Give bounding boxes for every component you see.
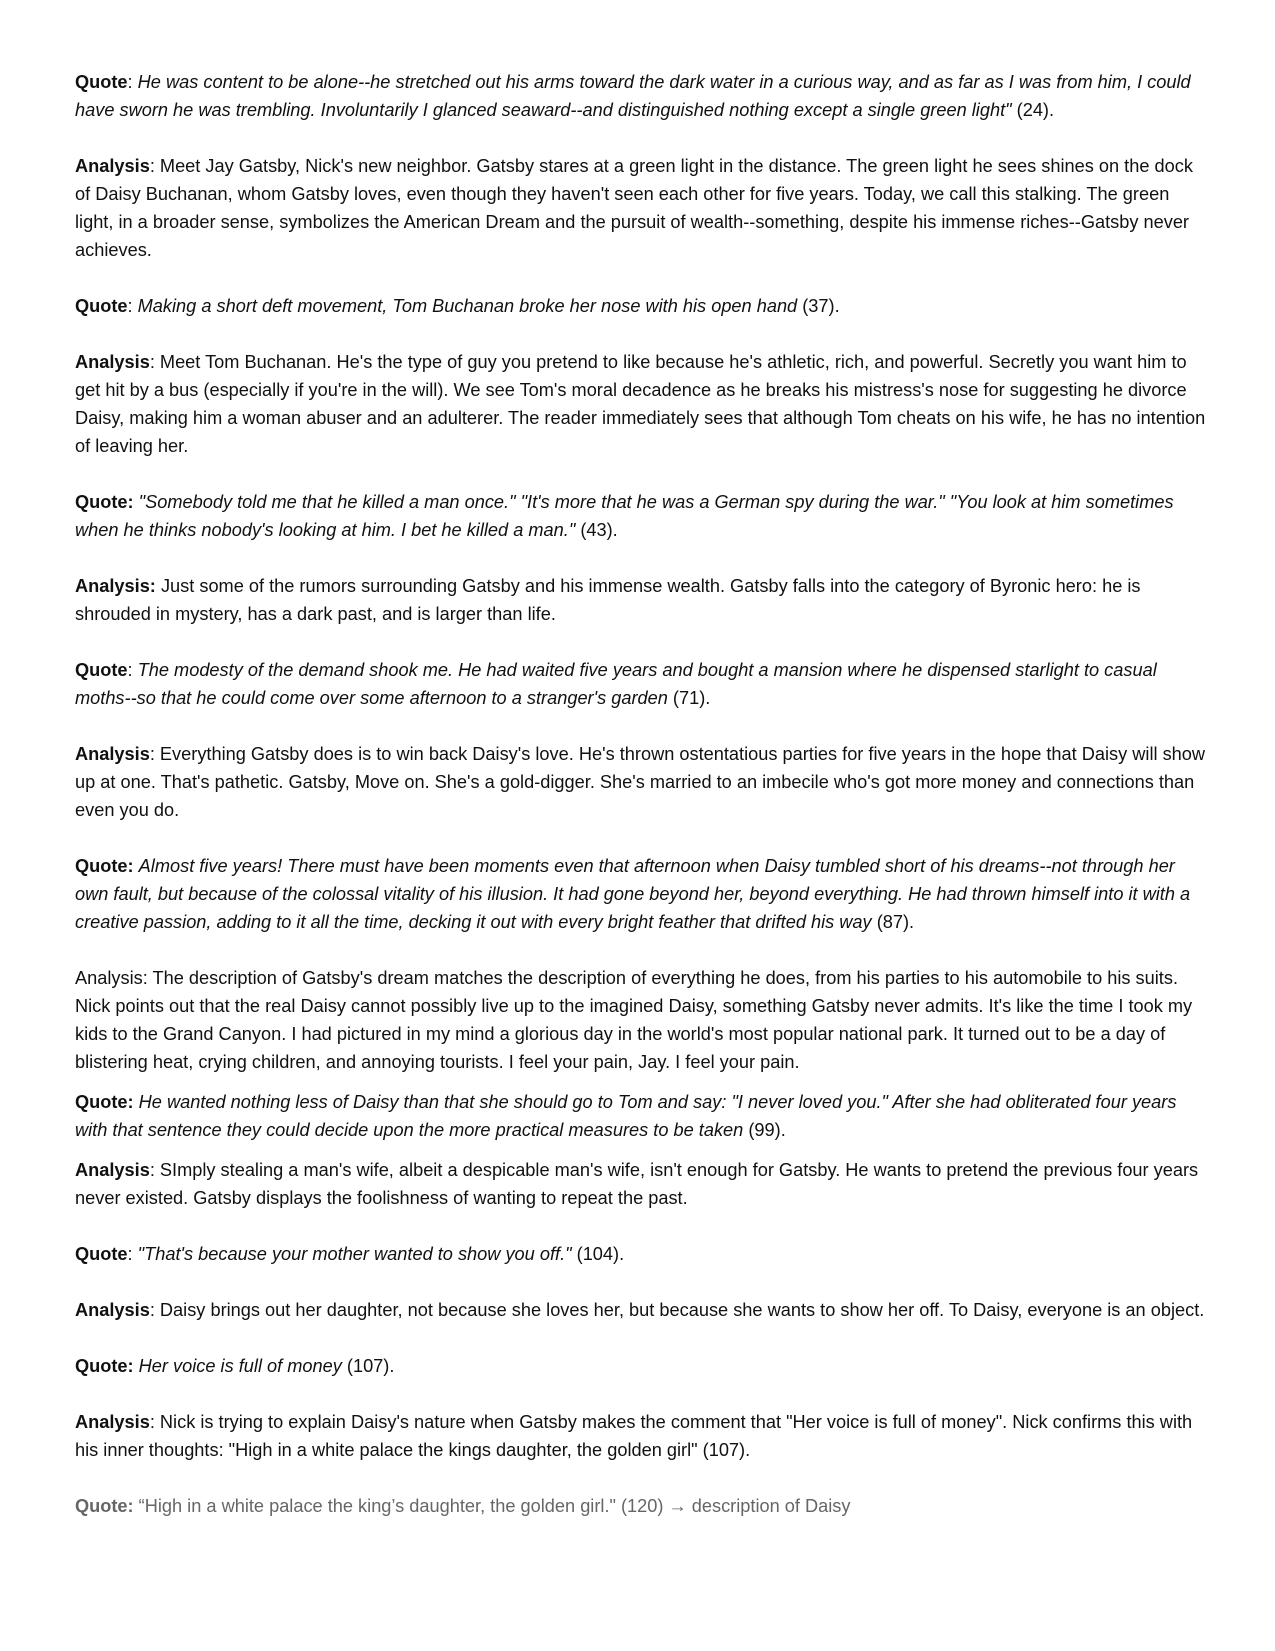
label-separator: : [127, 660, 138, 680]
quote-paragraph-4 [75, 656, 1210, 712]
label-separator: : [149, 156, 160, 176]
analysis-text: Nick is trying to explain Daisy's nature when Gatsby makes the comment that "Her voice is full of money". Nick confirms this with his inner thoughts: "High in a white palace the kings daughter, the golden girl" (107). [75, 1412, 1193, 1460]
label-separator: : [127, 1244, 138, 1264]
analysis-text: Analysis: The description of Gatsby's dream matches the description of everything he does, from his parties to his automobile to his suits. Nick points out that the real Daisy cannot possibly live up to the imagined Daisy, something Gatsby never admits. It's like the time I took my kids to the Grand Canyon. I had pictured in my mind a glorious day in the world's most popular national park. It turned out to be a day of blistering heat, crying children, and annoying tourists. I feel your pain, Jay. I feel your pain. [75, 968, 1193, 1072]
analysis-text: Daisy brings out her daughter, not because she loves her, but because she wants to show her off. To Daisy, everyone is an object. [159, 1300, 1205, 1320]
label-separator: : [149, 1160, 160, 1180]
analysis-text: Meet Tom Buchanan. He's the type of guy you pretend to like because he's athletic, rich, and powerful. Secretly you want him to get hit by a bus (especially if you're in the will). We see Tom's moral decadence as he breaks his mistress's nose for suggesting he divorce Daisy, making him a woman abuser and an adulterer. The reader immediately sees that although Tom cheats on his wife, he has no intention of leaving her. [75, 352, 1206, 456]
page-citation: (24). [1011, 100, 1055, 120]
analysis-label: Analysis [75, 352, 150, 372]
quote-text: He was content to be alone--he stretched out his arms toward the dark water in a curious way, and as far as I was from him, I could have sworn he was trembling. Involuntarily I glanced seaward--and distinguished nothing except a single green light" [75, 72, 1191, 120]
quote-label: Quote [75, 296, 128, 316]
analysis-paragraph-6 [75, 1156, 1210, 1212]
quote-label: Quote [75, 660, 128, 680]
label-separator: : [149, 352, 160, 372]
analysis-paragraph-3 [75, 572, 1210, 628]
analysis-text: Everything Gatsby does is to win back Daisy's love. He's thrown ostentatious parties for five years in the hope that Daisy will show up at one. That's pathetic. Gatsby, Move on. She's a gold-digger. She's married to an imbecile who's got more money and connections than even you do. [75, 744, 1206, 820]
quote-text: Almost five years! There must have been moments even that afternoon when Daisy tumbled short of his dreams--not through her own fault, but because of the colossal vitality of his illusion. It had gone beyond her, beyond everything. He had thrown himself into it with a creative passion, adding to it all the time, decking it out with every bright feather that drifted his way [75, 856, 1191, 932]
quote-label: Quote: [75, 1092, 134, 1112]
analysis-label: Analysis [75, 156, 150, 176]
label-separator: : [149, 744, 160, 764]
analysis-paragraph-7 [75, 1296, 1210, 1324]
quote-paragraph-9 [75, 1492, 1210, 1520]
quote-text: "That's because your mother wanted to show you off." [137, 1244, 572, 1264]
label-separator: : [127, 296, 138, 316]
quote-text: The modesty of the demand shook me. He had waited five years and bought a mansion where he dispensed starlight to casual moths--so that he could come over some afternoon to a stranger's garden [75, 660, 1157, 708]
quote-text: “High in a white palace the king’s daughter, the golden girl." (120) → description of Daisy [138, 1496, 851, 1516]
analysis-label: Analysis [75, 744, 150, 764]
quote-text: Making a short deft movement, Tom Buchanan broke her nose with his open hand [137, 296, 798, 316]
quote-label: Quote: [75, 1356, 134, 1376]
quote-paragraph-8 [75, 1352, 1210, 1380]
quote-paragraph-1 [75, 68, 1210, 124]
analysis-label: Analysis [75, 1412, 150, 1432]
quote-label: Quote [75, 1244, 128, 1264]
quote-text: He wanted nothing less of Daisy than that she should go to Tom and say: "I never loved you." After she had obliterated four years with that sentence they could decide upon the more practical measures to be taken [75, 1092, 1177, 1140]
analysis-paragraph-1 [75, 152, 1210, 264]
analysis-text: SImply stealing a man's wife, albeit a despicable man's wife, isn't enough for Gatsby. He wants to pretend the previous four years never existed. Gatsby displays the foolishness of wanting to repeat the past. [75, 1160, 1199, 1208]
quote-paragraph-7 [75, 1240, 1210, 1268]
quote-label: Quote [75, 72, 128, 92]
analysis-paragraph-8 [75, 1408, 1210, 1464]
page-citation: (71). [667, 688, 711, 708]
analysis-label: Analysis [75, 1300, 150, 1320]
page-citation: (107). [341, 1356, 395, 1376]
quote-text: "Somebody told me that he killed a man once." "It's more that he was a German spy during the war." "You look at him sometimes when he thinks nobody's looking at him. I bet he killed a man." [75, 492, 1174, 540]
analysis-label: Analysis: [75, 576, 156, 596]
analysis-label: Analysis [75, 1160, 150, 1180]
quote-paragraph-2 [75, 292, 1210, 320]
page-citation: (43). [575, 520, 618, 540]
quote-paragraph-3 [75, 488, 1210, 544]
label-separator: : [149, 1300, 160, 1320]
quote-paragraph-5 [75, 852, 1210, 936]
label-separator: : [127, 72, 138, 92]
page-citation: (37). [797, 296, 840, 316]
analysis-paragraph-4 [75, 740, 1210, 824]
page-citation: (104). [571, 1244, 625, 1264]
analysis-paragraph-5 [75, 964, 1210, 1076]
analysis-text: Just some of the rumors surrounding Gatsby and his immense wealth. Gatsby falls into the category of Byronic hero: he is shrouded in mystery, has a dark past, and is larger than life. [75, 576, 1141, 624]
document-body [75, 68, 1210, 1548]
label-separator: : [149, 1412, 160, 1432]
page-citation: (87). [871, 912, 915, 932]
page-citation: (99). [743, 1120, 786, 1140]
quote-label: Quote: [75, 856, 134, 876]
quote-label: Quote: [75, 1496, 134, 1516]
analysis-text: Meet Jay Gatsby, Nick's new neighbor. Gatsby stares at a green light in the distance. The green light he sees shines on the dock of Daisy Buchanan, whom Gatsby loves, even though they haven't seen each other for five years. Today, we call this stalking. The green light, in a broader sense, symbolizes the American Dream and the pursuit of wealth--something, despite his immense riches--Gatsby never achieves. [75, 156, 1193, 260]
quote-label: Quote: [75, 492, 134, 512]
analysis-paragraph-2 [75, 348, 1210, 460]
quote-text: Her voice is full of money [138, 1356, 342, 1376]
quote-paragraph-6 [75, 1088, 1210, 1144]
